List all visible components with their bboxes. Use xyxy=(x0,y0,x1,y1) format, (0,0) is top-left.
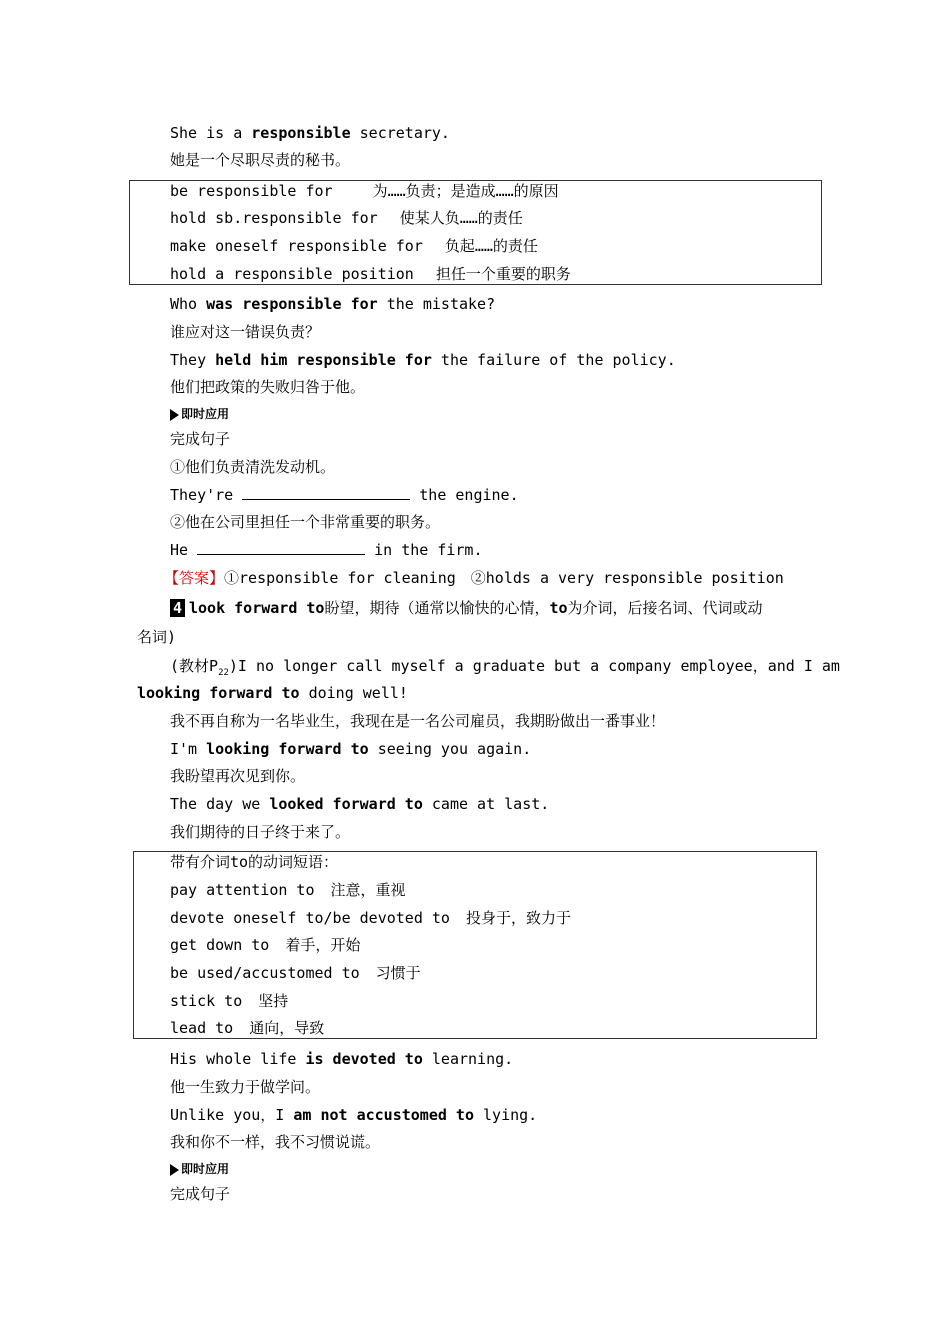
example-translation: 谁应对这一错误负责？ xyxy=(170,323,321,341)
phrase-box-title: 带有介词to的动词短语： xyxy=(170,853,339,871)
question-sentence: They're the engine. xyxy=(170,486,519,504)
phrase-row: get down to 着手，开始 xyxy=(170,936,361,954)
example-translation: 我们期待的日子终于来了。 xyxy=(170,823,351,841)
section-heading: 完成句子 xyxy=(170,430,231,448)
vocab-item-heading-cont: 名词) xyxy=(137,628,177,646)
example-sentence-cont: looking forward to doing well! xyxy=(137,684,408,702)
phrase-row: devote oneself to/be devoted to 投身于，致力于 xyxy=(170,909,571,927)
answer-blank[interactable] xyxy=(242,485,410,500)
phrase-row: make oneself responsible for 负起……的责任 xyxy=(170,237,538,255)
example-sentence: I'm looking forward to seeing you again. xyxy=(170,740,532,758)
example-sentence: His whole life is devoted to learning. xyxy=(170,1050,514,1068)
example-translation: 我不再自称为一名毕业生，我现在是一名公司雇员，我期盼做出一番事业！ xyxy=(170,712,666,730)
example-sentence: Unlike you，I am not accustomed to lying. xyxy=(170,1106,538,1124)
example-sentence: (教材$P_{22})I$ no longer call myself a graduate but a company employee，and I am xyxy=(170,657,840,678)
question-sentence: He in the firm. xyxy=(170,541,483,559)
question-prompt: ①他们负责清洗发动机。 xyxy=(170,458,336,476)
phrase-row: be responsible for 为……负责；是造成……的原因 xyxy=(170,182,559,200)
example-translation: 她是一个尽职尽责的秘书。 xyxy=(170,151,351,169)
play-arrow-icon xyxy=(170,409,179,421)
example-translation: 我盼望再次见到你。 xyxy=(170,767,306,785)
play-arrow-icon xyxy=(170,1164,179,1176)
answer-blank[interactable] xyxy=(197,540,365,555)
example-sentence: The day we looked forward to came at last. xyxy=(170,795,550,813)
practice-tag: 即时应用 xyxy=(170,406,229,422)
example-translation: 他们把政策的失败归咎于他。 xyxy=(170,378,366,396)
example-translation: 他一生致力于做学问。 xyxy=(170,1078,321,1096)
phrase-row: stick to 坚持 xyxy=(170,992,289,1010)
example-translation: 我和你不一样，我不习惯说谎。 xyxy=(170,1133,381,1151)
example-sentence: They held him responsible for the failure of the policy. xyxy=(170,351,676,369)
section-heading: 完成句子 xyxy=(170,1185,231,1203)
answer-line: 【答案】①responsible for cleaning ②holds a very responsible position xyxy=(164,569,784,587)
practice-tag: 即时应用 xyxy=(170,1161,229,1177)
example-sentence: She is a responsible secretary. xyxy=(170,124,450,142)
phrase-row: be used/accustomed to 习惯于 xyxy=(170,964,421,982)
phrase-row: lead to 通向，导致 xyxy=(170,1019,325,1037)
example-sentence: Who was responsible for the mistake? xyxy=(170,295,496,313)
phrase-row: hold a responsible position 担任一个重要的职务 xyxy=(170,265,571,283)
question-prompt: ②他在公司里担任一个非常重要的职务。 xyxy=(170,513,441,531)
phrase-row: hold sb.responsible for 使某人负……的责任 xyxy=(170,209,523,227)
phrase-row: pay attention to 注意，重视 xyxy=(170,881,406,899)
vocab-item-heading: 4 look forward to盼望，期待（通常以愉快的心情，to为介词，后接名词、代词或动 xyxy=(170,598,763,618)
